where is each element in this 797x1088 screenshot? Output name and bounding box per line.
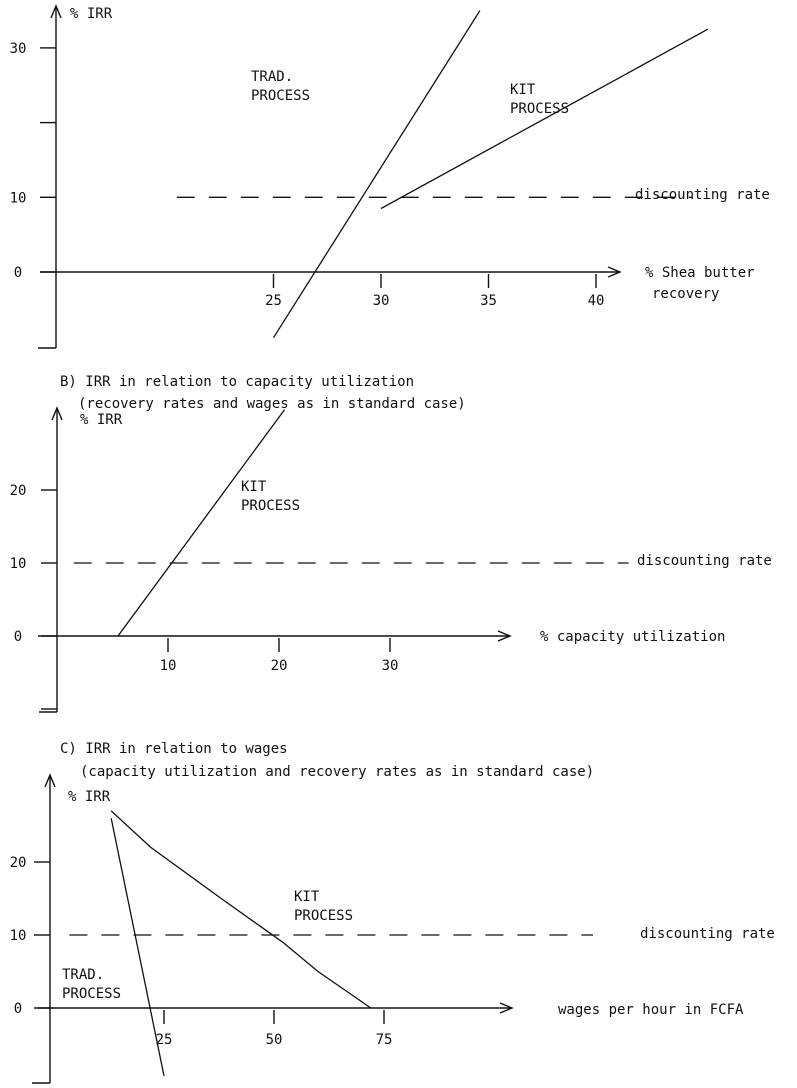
- series-line-kit-process: [381, 29, 708, 208]
- series-label-line2: PROCESS: [251, 88, 311, 104]
- series-line-trad-process: [111, 818, 164, 1076]
- series-line-trad-process: [274, 11, 480, 338]
- panel-caption: B) IRR in relation to capacity utilization: [60, 374, 415, 390]
- x-tick-label: 10: [159, 658, 177, 674]
- panel-subcaption: (recovery rates and wages as in standard case): [78, 396, 466, 412]
- series-line-kit-process: [118, 410, 285, 636]
- series-label-line2: PROCESS: [62, 986, 122, 1002]
- y-tick-label: 20: [9, 855, 27, 871]
- y-axis-label: % IRR: [80, 412, 123, 428]
- x-tick-label: 35: [480, 293, 497, 309]
- chart-panel-1: [10, 6, 770, 348]
- x-tick-label: 25: [265, 293, 282, 309]
- x-axis-label: % Shea butter: [645, 265, 755, 281]
- y-tick-label: 10: [9, 190, 27, 207]
- y-tick-label: 30: [9, 40, 27, 57]
- y-tick-label: 0: [13, 629, 23, 645]
- x-tick-label: 50: [265, 1032, 283, 1048]
- x-axis-label: % capacity utilization: [540, 629, 726, 645]
- chart-panel-2: [10, 374, 772, 712]
- series-label-line2: PROCESS: [294, 908, 354, 924]
- panel-subcaption: (capacity utilization and recovery rates as in standard case): [80, 764, 595, 780]
- discounting-rate-label: discounting rate: [640, 926, 775, 942]
- x-tick-label: 75: [375, 1032, 393, 1048]
- series-label: KIT: [241, 479, 267, 495]
- x-tick-label: 30: [372, 293, 390, 309]
- x-axis-label-line2: recovery: [652, 286, 720, 302]
- y-tick-label: 20: [9, 483, 27, 499]
- x-axis-label: wages per hour in FCFA: [558, 1002, 744, 1018]
- chart-panel-3: [10, 741, 775, 1083]
- series-label: KIT: [294, 889, 320, 905]
- series-label: TRAD.: [62, 967, 105, 983]
- series-label: TRAD.: [251, 69, 294, 85]
- x-tick-label: 25: [155, 1032, 173, 1048]
- discounting-rate-label: discounting rate: [637, 553, 772, 569]
- y-axis-label: % IRR: [68, 789, 111, 805]
- series-label-line2: PROCESS: [510, 101, 570, 117]
- discounting-rate-label: discounting rate: [635, 187, 770, 203]
- panel-caption: C) IRR in relation to wages: [60, 741, 288, 757]
- y-tick-label: 10: [9, 556, 27, 572]
- x-tick-label: 40: [587, 293, 605, 309]
- series-label-line2: PROCESS: [241, 498, 301, 514]
- y-tick-label: 10: [9, 928, 27, 944]
- series-label: KIT: [510, 82, 536, 98]
- y-axis-label: % IRR: [70, 6, 113, 22]
- x-tick-label: 20: [270, 658, 288, 674]
- y-tick-label: 0: [13, 1001, 23, 1017]
- x-tick-label: 30: [381, 658, 399, 674]
- y-tick-label: 0: [13, 265, 23, 281]
